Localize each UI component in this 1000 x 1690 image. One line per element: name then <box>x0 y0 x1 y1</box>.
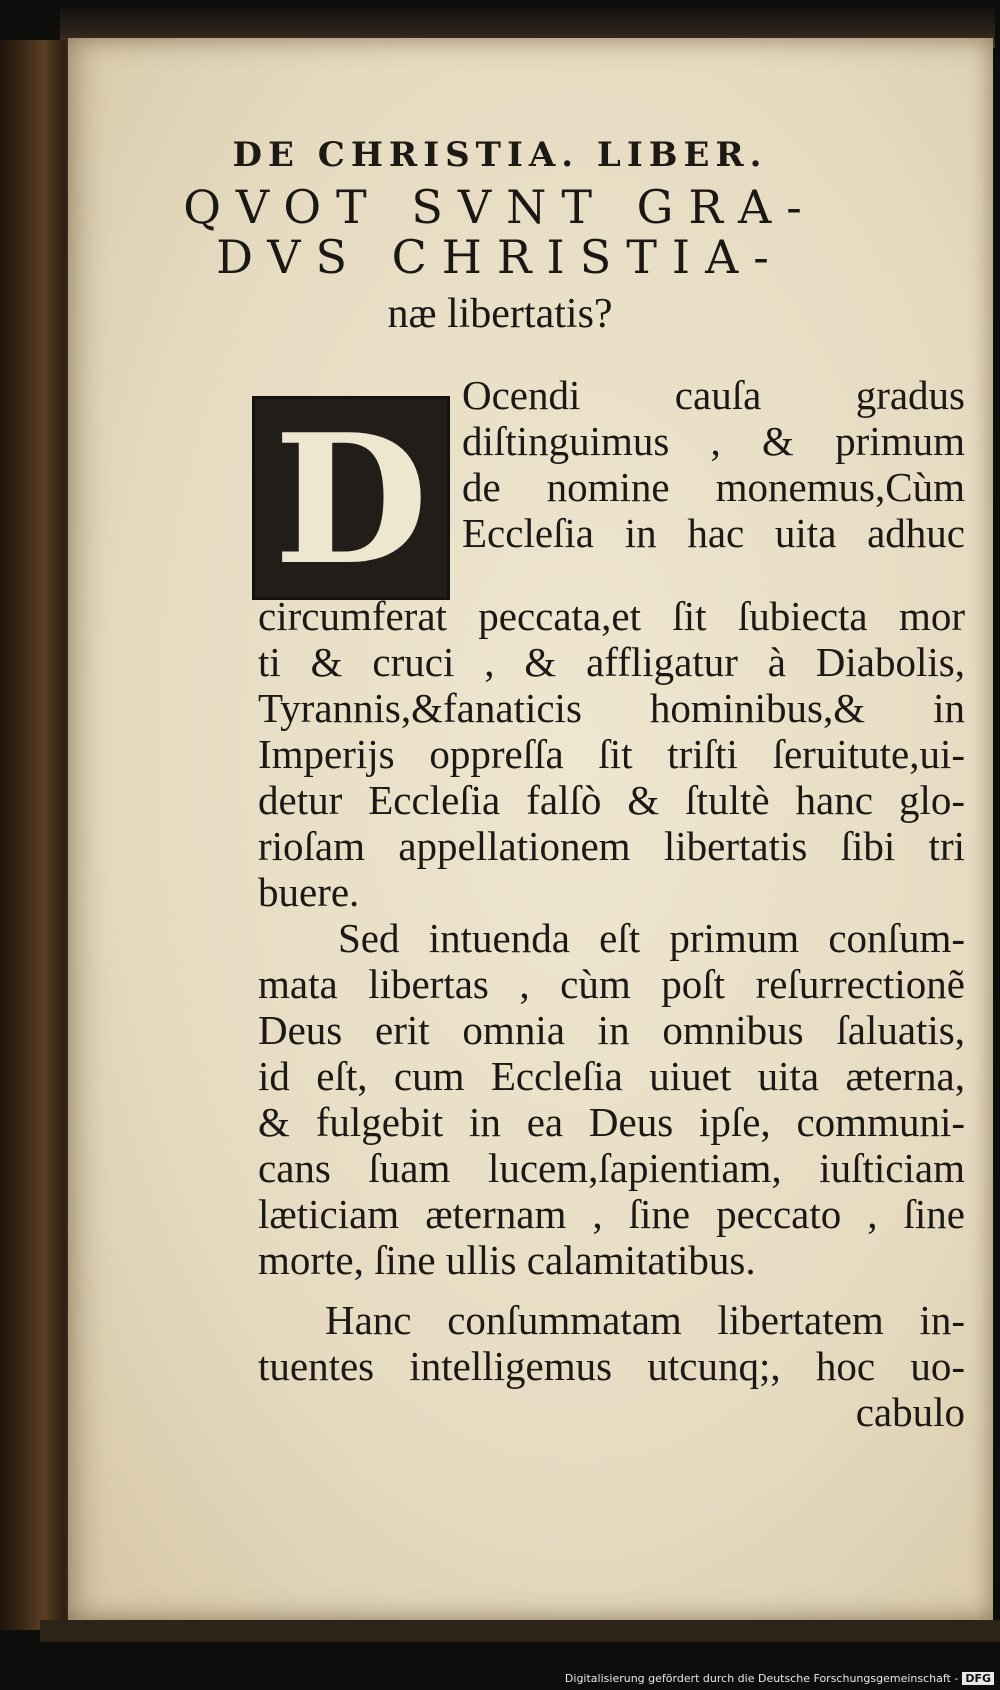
credit-text: Digitalisierung gefördert durch die Deutsche Forschungsgemeinschaft - <box>564 1672 959 1685</box>
text-line: de nomine monemus,Cùm <box>462 464 965 510</box>
text-line: læticiam æternam , ſine peccato , ſine <box>258 1191 965 1237</box>
text-line: Tyrannis,&fanaticis hominibus,& in <box>258 685 965 731</box>
text-line: id eſt, cum Eccleſia uiuet uita æterna, <box>258 1053 965 1099</box>
text-line: tuentes intelligemus utcunq;, hoc uo- <box>258 1343 965 1389</box>
chapter-heading-line-2: DVS CHRISTIA- <box>216 230 784 284</box>
text-line: cans ſuam lucem,ſapientiam, iuſticiam <box>258 1145 965 1191</box>
catchword: cabulo <box>855 1389 965 1435</box>
text-line: & fulgebit in ea Deus ipſe, communi- <box>258 1099 965 1145</box>
text-line: Hanc conſummatam libertatem in- <box>325 1297 965 1343</box>
text-line: Eccleſia in hac uita adhuc <box>462 510 965 556</box>
text-line: detur Eccleſia falſò & ſtultè hanc glo- <box>258 777 965 823</box>
page-bottom-edge <box>40 1620 1000 1642</box>
text-line: morte, ſine ullis calamitatibus. <box>258 1237 756 1283</box>
text-line: buere. <box>258 869 360 915</box>
text-line: Deus erit omnia in omnibus ſaluatis, <box>258 1007 965 1053</box>
text-line: Ocendi cauſa gradus <box>462 372 965 418</box>
chapter-heading-line-1: QVOT SVNT GRA- <box>183 180 817 234</box>
text-line: ti & cruci , & affligatur à Diabolis, <box>258 639 965 685</box>
digitization-credit <box>0 1672 994 1685</box>
initial-letter: D <box>273 395 429 604</box>
text-line: Imperijs oppreſſa ſit triſti ſeruitute,ui- <box>258 731 965 777</box>
decorated-initial <box>252 395 450 604</box>
initial-ornament <box>333 453 381 543</box>
text-line: Sed intuenda eſt primum conſum- <box>338 915 965 961</box>
text-line: circumferat peccata,et ſit ſubiecta mor <box>258 593 965 639</box>
text-line: diſtinguimus , & primum <box>462 418 965 464</box>
text-line: mata libertas , cùm poſt reſurrectionẽ <box>258 961 965 1007</box>
running-head: DE CHRISTIA. LIBER. <box>232 135 768 175</box>
chapter-heading-line-3: næ libertatis? <box>387 291 613 337</box>
dfg-logo: DFG <box>962 1672 994 1685</box>
text-line: rioſam appellationem libertatis ſibi tri <box>258 823 965 869</box>
